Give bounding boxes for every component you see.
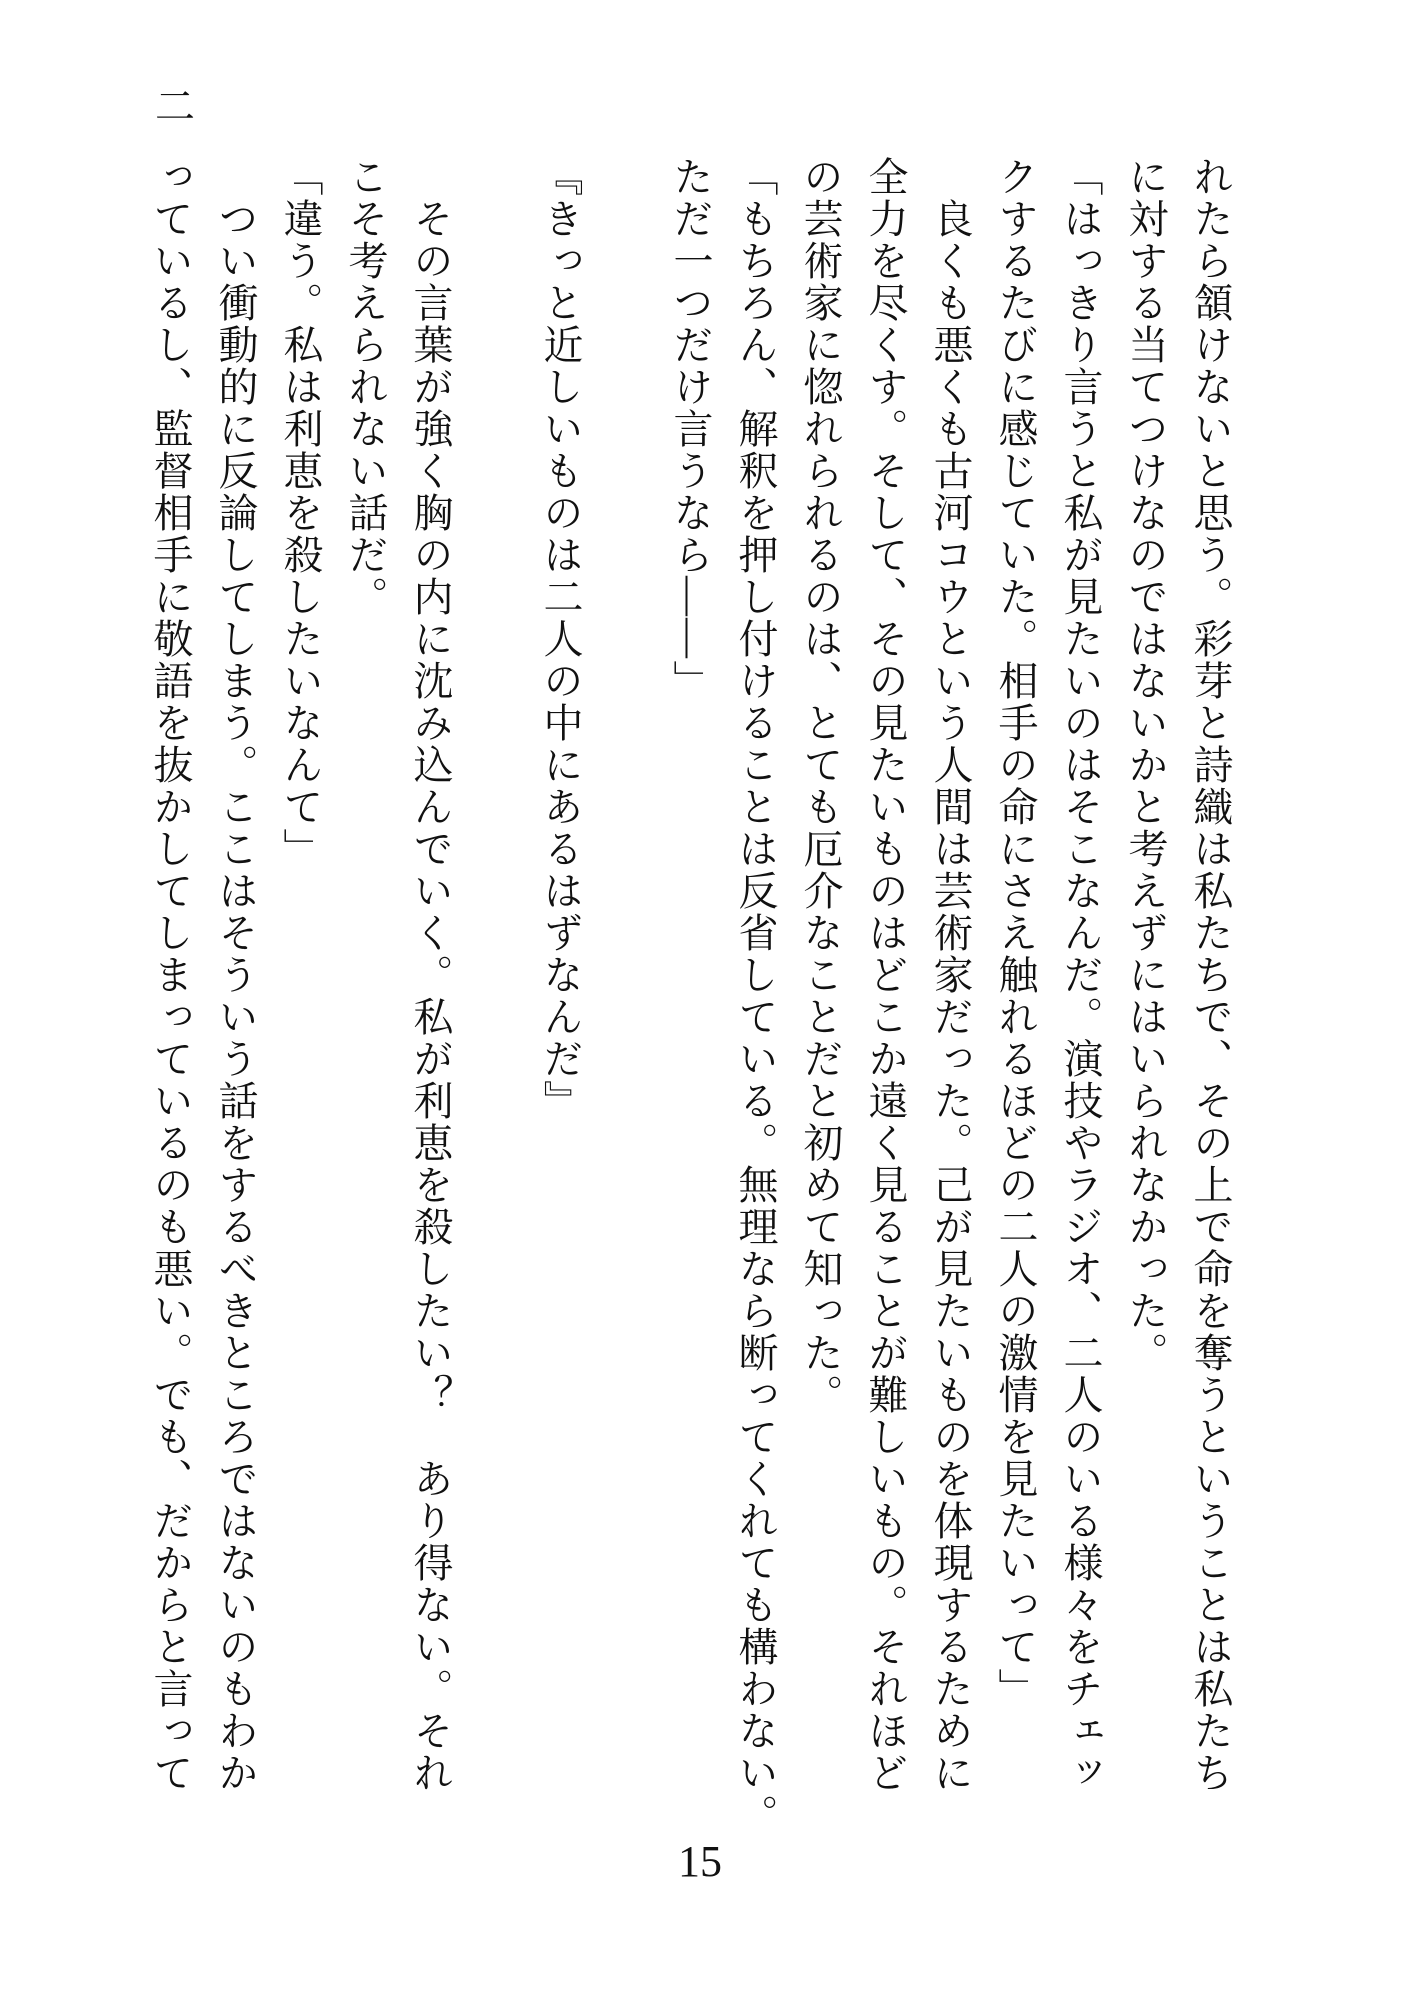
text-line: こそ考えられない話だ。: [343, 156, 388, 618]
text-line: の芸術家に惚れられるのは、とても厄介なことだと初めて知った。: [798, 156, 843, 1416]
text-line: 「違う。私は利恵を殺したいなんて」: [278, 156, 323, 870]
text-line: [593, 156, 658, 1796]
vertical-text-block: [138, 156, 1243, 1836]
text-line: ただ一つだけ言うなら――」: [668, 156, 713, 702]
text-line: っているし、監督相手に敬語を抜かしてしまっているのも悪い。でも、だからと言って: [148, 156, 193, 1794]
text-line: クするたびに感じていた。相手の命にさえ触れるほどの二人の激情を見たいって」: [993, 156, 1038, 1710]
text-line: 「もちろん、解釈を押し付けることは反省している。無理なら断ってくれても構わない。: [733, 156, 778, 1836]
text-line: 全力を尽くす。そして、その見たいものはどこか遠く見ることが難しいもの。それほど: [863, 156, 908, 1794]
page-number: 15: [678, 1837, 722, 1886]
text-line: つい衝動的に反論してしまう。ここはそういう話をするべきところではないのもわか: [213, 156, 258, 1794]
text-line: 「はっきり言うと私が見たいのはそこなんだ。演技やラジオ、二人のいる様々をチェッ: [1058, 156, 1103, 1794]
text-line: 『きっと近しいものは二人の中にあるはずなんだ』: [538, 156, 583, 1122]
chapter-marker: 二: [155, 84, 195, 129]
text-line: [463, 156, 528, 1796]
text-line: 良くも悪くも古河コウという人間は芸術家だった。己が見たいものを体現するために: [928, 156, 973, 1794]
text-line: その言葉が強く胸の内に沈み込んでいく。私が利恵を殺したい？ あり得ない。それ: [408, 156, 453, 1794]
text-line: れたら頷けないと思う。彩芽と詩織は私たちで、その上で命を奪うということは私たち: [1188, 156, 1233, 1794]
text-line: に対する当てつけなのではないかと考えずにはいられなかった。: [1123, 156, 1168, 1374]
